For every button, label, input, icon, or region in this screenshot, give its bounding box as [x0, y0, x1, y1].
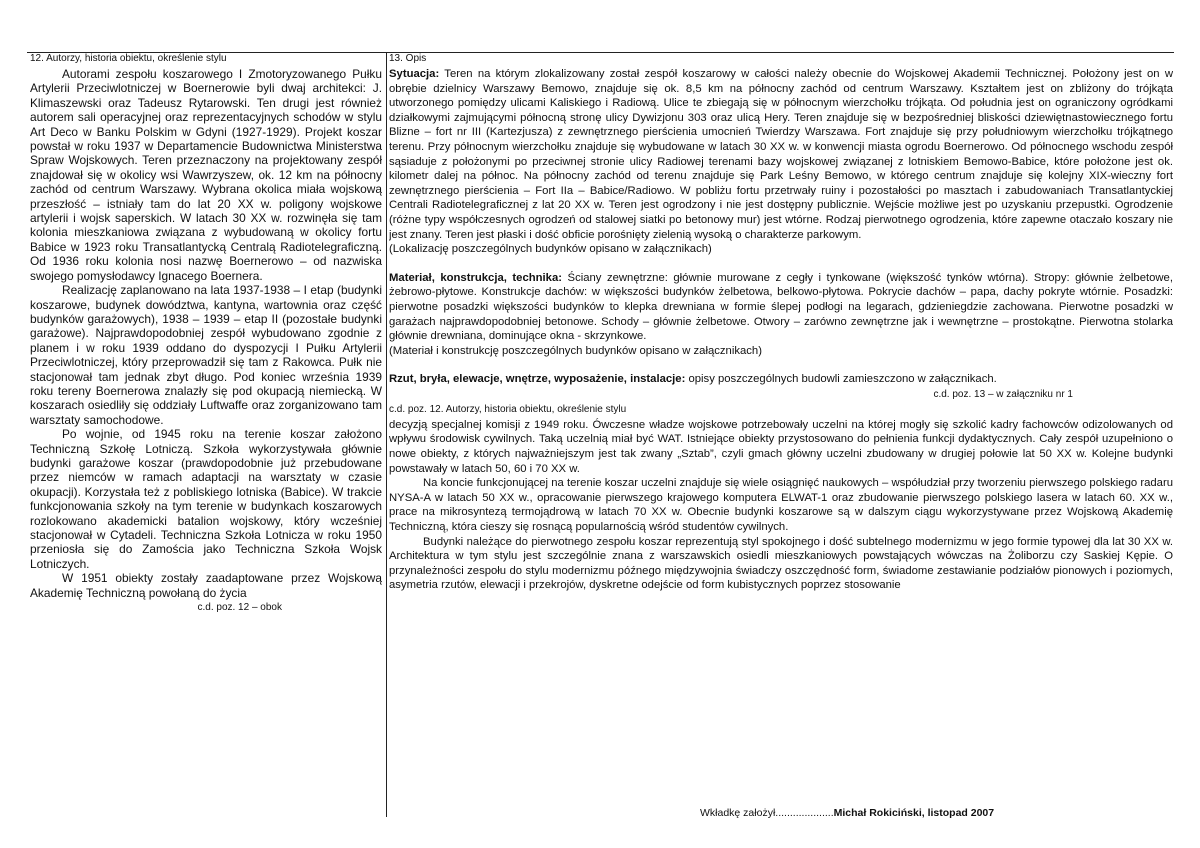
history-paragraph: Realizację zaplanowano na lata 1937-1938 – I etap (budynki koszarowe, budynek dowództwa, kantyna, wartownia oraz część budynków garażowych), 1938 – 1939 – etap II (pozostałe budynki garażowe). Najprawdopodobniej zespół wybudowano zgodnie z planem i w roku 1939 oddano do dyspozycji I Pułku Artylerii Przeciwlotniczej, który przeprowadził się tam z Rakowca. Pułk nie stacjonował tam jednak zbyt długo. Pod koniec września 1939 roku tereny Boernerowa znalazły się pod okupacją niemiecką. W koszarach osiedliły się oddziały Luftwaffe oraz zorganizowano tam warsztaty samochodowe.	[30, 283, 382, 427]
continuation-paragraph: Na koncie funkcjonującej na terenie koszar uczelni znajduje się wiele osiągnięć naukowych – współudział przy tworzeniu pierwszego polskiego radaru NYSA-A w latach 50 XX w., opracowanie pierwszego krajowego komputera ELWAT-1 oraz zbudowanie pierwszego polskiego lasera w latach 60. XX w., prace na mikrosyntezą termojądrową w latach 70 XX w. Obecnie budynki koszarowe są w dalszym ciągu wykorzystywane przez Wojskową Akademię Techniczną, która cieszy się rosnącą popularnością wśród studentów cywilnych.	[389, 477, 1173, 534]
material-label: Materiał, konstrukcja, technika:	[389, 271, 563, 284]
plan-paragraph	[389, 372, 1173, 387]
plan-text: opisy poszczególnych budowli zamieszczono w załącznikach.	[685, 373, 997, 386]
continuation-paragraph: Budynki należące do pierwotnego zespołu koszar reprezentują styl spokojnego i dość subtelnego modernizmu w jego formie typowej dla lat 30 XX w. Architektura w tym stylu jest szczególnie znana z warszawskich osiedli mieszkaniowych powstających wówczas na Żoliborzu czy Saskiej Kępie. O przynależności zespołu do stylu modernizmu późnego międzywojnia świadczy oszczędność form, świadome zestawianie podziałów pionowych i poziomych, asymetria rzutów, elewacji i przekrojów, dyskretne odejście od form kubistycznych poprzez stosowanie	[389, 535, 1173, 592]
signature-author: Michał Rokiciński, listopad 2007	[833, 807, 995, 819]
material-paragraph	[389, 271, 1173, 344]
section-13-header: 13. Opis	[389, 53, 427, 64]
continuation-note: c.d. poz. 12 – obok	[197, 602, 282, 614]
history-paragraph: Po wojnie, od 1945 roku na terenie koszar założono Techniczną Szkołę Lotniczą. Szkoła wykorzystywała głównie budynki garażowe koszar (prawdopodobnie już przebudowane przez niemców w ramach adaptacji na warsztaty w czasie okupacji). Korzystała też z pobliskiego lotniska (Babice). W trakcie funkcjonowania szkoły na tym terenie w budynkach koszarowych rozlokowano akademicki batalion wojskowy, który wcześniej stacjonował w Cytadeli. Techniczna Szkoła Lotnicza w roku 1950 przeniosła się do Zamościa jako Techniczna Szkoła Wojsk Lotniczych.	[30, 427, 382, 571]
situation-label: Sytuacja:	[389, 68, 440, 80]
signature-line	[700, 807, 994, 819]
signature-prefix: Wkładkę założył....................	[700, 807, 834, 819]
situation-text: Teren na którym zlokalizowany został zespół koszarowy w całości należy obecnie do Wojskowej Akademii Technicznej. Położony jest on w obrębie dzielnicy Warszawy Bemowo, znajduje się ok. 8,5 km na północny zachód od centrum Warszawy. Kształtem jest on zbliżony do trójkąta utworzonego pomiędzy ulicami Kaliskiego i Radiową. Ulice te zbiegają się w północnym wierzchołku trójkąta. Od południa jest on ograniczony ogródkami działkowymi zajmującymi północną stronę ulicy Dywizjonu 303 oraz ulicą Hery. Teren znajduje się w bezpośredniej bliskości dziewiętnastowiecznego fortu Blizne – fort nr III (Kartezjusza) z zewnętrznego pierścienia umocnień Twierdzy Warszawa. Fort znajduje się przy południowym wierzchołku trójkątnego terenu. Przy północnym wierzchołku znajduje się wybudowane w latach 30 XX w. w konwencji miasta ogrodu Boernerowo. Od północnego wschodu zespół sąsiaduje z położonymi po przeciwnej stronie ulicy Radiowej terenami bazy wojskowej związanej z lotniskiem Bemowo-Babice, które położone jest ok. kilometr dalej na północ. Na północny zachód od terenu znajduje się Park Leśny Bemowo, w którego centrum znajduje się kolejny XIX-wieczny fort zewnętrznego pierścienia – Fort IIa – Babice/Radiowo. W pobliżu fortu przetrwały ruiny i pozostałości po masztach i zabudowaniach Transatlantyckiej Centrali Radiotelegraficznej z lat 20 XX w. Teren jest ogrodzony i nie jest dostępny publicznie. Wejście możliwe jest po uzyskaniu przepustki. Ogrodzenie (różne typy współczesnych ogrodzeń od stalowej siatki po betonowy mur) jest wtórne. Rodzaj pierwotnego ogrodzenia, które zapewne otaczało koszary nie jest znany. Teren jest płaski i dość obficie porośnięty zielenią wysoką o charakterze parkowym.	[389, 68, 1173, 241]
situation-paragraph	[389, 67, 1173, 242]
history-paragraph: Autorami zespołu koszarowego I Zmotoryzowanego Pułku Artylerii Przeciwlotniczej w Boernerowie byli dwaj architekci: J. Klimaszewski oraz Tadeusz Rytarowski. Ten drugi jest również autorem sali operacyjnej oraz reprezentacyjnych schodów w stylu Art Deco w Banku Polskim w Gdyni (1927-1929). Projekt koszar powstał w roku 1937 w Departamencie Budownictwa Ministerstwa Spraw Wojskowych. Teren przeznaczony na projektowany zespół znajdował się w okolicy wsi Wawrzyszew, ok. 12 km na północny zachód od centrum Warszawy. Wybrana okolica miała wojskową przeszłość – istniały tam do lat 20 XX w. poligony wojskowe artylerii i wojsk saperskich. W latach 30 XX w. rozwinęła się tam kolonia mieszkaniowa związana z wybudowaną w okolicy fortu Babice w 1923 roku Transatlantycką Centralą Radiotelegraficzną. Od 1936 roku kolonia nosi nazwę Boernerowo – od nazwiska swojego pomysłodawcy Ignacego Boernera.	[30, 67, 382, 283]
section-12-header: 12. Autorzy, historia obiektu, określenie stylu	[30, 53, 227, 64]
history-paragraph: W 1951 obiekty zostały zaadaptowane przez Wojskową Akademię Techniczną powołaną do życia	[30, 571, 382, 600]
material-text: Ściany zewnętrzne: głównie murowane z cegły i tynkowane (większość tynków wtórna). Stropy: głównie żelbetowe, żebrowo-płytowe. Konstrukcje dachów: w większości budynków żelbetowa, belkowo-płytowa. Pokrycie dachów – papa, dachy pokryte wtórnie. Posadzki: pierwotne posadzki większości budynków to klepka drewniana w formie ślepej podłogi na legarach, gdzieniegdzie zachowana. Pierwotne posadzki w garażach najprawdopodobniej betonowe. Schody – głównie żelbetowe. Otwory – zarówno zewnętrzne jak i wewnętrzne – prostokątne. Pierwotna stolarka głównie drewniana, dominujące okna - skrzynkowe.	[389, 271, 1173, 343]
material-note: (Materiał i konstrukcję poszczególnych budynków opisano w załącznikach)	[389, 344, 762, 357]
continuation-header: c.d. poz. 12. Autorzy, historia obiektu, określenie stylu	[389, 403, 627, 415]
situation-note: (Lokalizację poszczególnych budynków opisano w załącznikach)	[389, 243, 712, 256]
plan-label: Rzut, bryła, elewacje, wnętrze, wyposażenie, instalacje:	[389, 373, 686, 386]
left-column	[30, 53, 382, 813]
plan-reference: c.d. poz. 13 – w załączniku nr 1	[933, 388, 1073, 400]
column-divider	[386, 52, 387, 817]
continuation-paragraph: decyzją specjalnej komisji z 1949 roku. Ówczesne władze wojskowe potrzebowały uczelni na której mogły się szkolić kadry fachowców odizolowanych od wpływu środowisk cywilnych. Taką uczelnią miał być WAT. Istniejące obiekty przystosowano do pełnienia funkcji dydaktycznych. Cały zespół uzupełniono o nowe obiekty, z których najważniejszym jest tak zwany „Sztab”, czyli gmach główny uczelni zbudowany w drugiej połowie lat 50 XX w. Kolejne budynki powstawały w latach 50, 60 i 70 XX w.	[389, 418, 1173, 475]
right-column	[389, 53, 1173, 815]
